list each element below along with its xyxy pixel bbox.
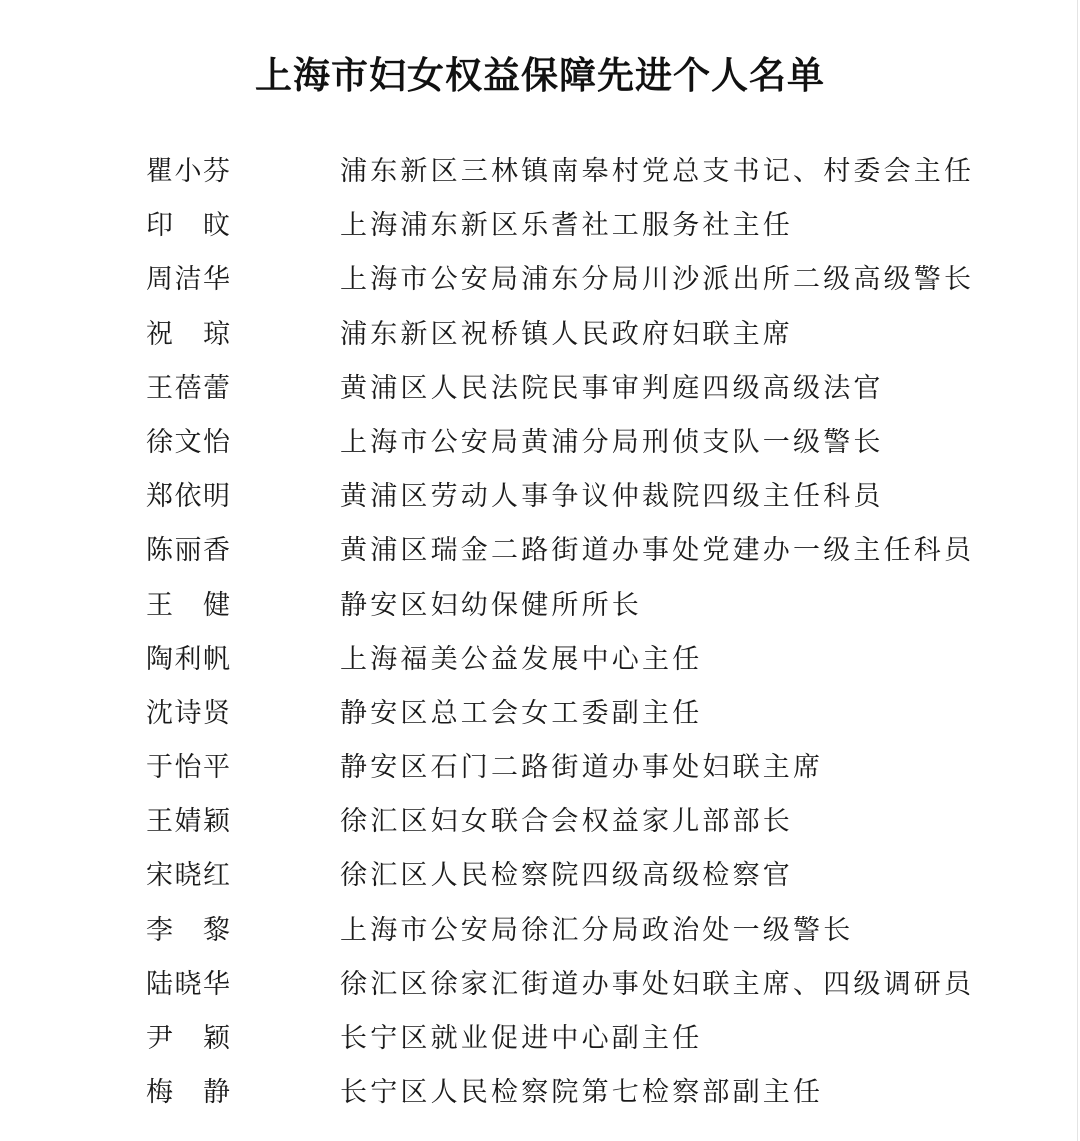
honoree-name: 王 健 [146, 589, 230, 621]
honoree-position: 上海市公安局浦东分局川沙派出所二级高级警长 [340, 264, 975, 296]
list-item [0, 253, 1080, 307]
list-item [0, 958, 1080, 1012]
list-item [0, 199, 1080, 253]
list-item [0, 524, 1080, 578]
honoree-position: 浦东新区三林镇南皋村党总支书记、村委会主任 [340, 156, 975, 187]
honoree-name: 陶利帆 [146, 643, 230, 675]
list-item [0, 308, 1080, 362]
list-item [0, 416, 1080, 470]
honoree-position: 上海福美公益发展中心主任 [340, 643, 703, 675]
honoree-name: 王婧颖 [146, 806, 230, 838]
honoree-position: 徐汇区徐家汇街道办事处妇联主席、四级调研员 [340, 968, 975, 1000]
honoree-position: 黄浦区人民法院民事审判庭四级高级法官 [340, 372, 884, 404]
list-item [0, 849, 1080, 903]
honoree-position: 浦东新区祝桥镇人民政府妇联主席 [340, 318, 793, 350]
list-item [0, 1066, 1080, 1120]
honoree-name: 周洁华 [146, 264, 230, 296]
honoree-name: 沈诗贤 [146, 697, 230, 729]
honoree-list [0, 145, 1080, 1120]
honoree-name: 王蓓蕾 [146, 372, 230, 404]
honoree-name: 郑依明 [146, 481, 230, 513]
honoree-name: 陆晓华 [146, 968, 230, 1000]
honoree-position: 静安区妇幼保健所所长 [340, 589, 642, 621]
list-item [0, 579, 1080, 633]
document-title: 上海市妇女权益保障先进个人名单 [255, 52, 825, 97]
honoree-name: 徐文怡 [146, 426, 230, 458]
list-item [0, 1012, 1080, 1066]
honoree-name: 陈丽香 [146, 535, 230, 567]
honoree-position: 徐汇区妇女联合会权益家儿部部长 [340, 806, 793, 838]
honoree-position: 静安区总工会女工委副主任 [340, 697, 703, 729]
honoree-name: 瞿小芬 [146, 156, 230, 187]
list-item [0, 362, 1080, 416]
list-item [0, 145, 1080, 199]
honoree-position: 长宁区就业促进中心副主任 [340, 1023, 703, 1054]
honoree-name: 于怡平 [146, 752, 230, 784]
honoree-name: 印 旼 [146, 210, 230, 242]
honoree-name: 李 黎 [146, 914, 230, 946]
list-item [0, 795, 1080, 849]
honoree-name: 梅 静 [146, 1077, 230, 1109]
honoree-position: 上海浦东新区乐耆社工服务社主任 [340, 210, 793, 242]
honoree-name: 祝 琼 [146, 318, 230, 350]
honoree-position: 长宁区人民检察院第七检察部副主任 [340, 1077, 824, 1109]
honoree-position: 上海市公安局徐汇分局政治处一级警长 [340, 914, 854, 946]
honoree-position: 上海市公安局黄浦分局刑侦支队一级警长 [340, 426, 884, 458]
honoree-position: 静安区石门二路街道办事处妇联主席 [340, 752, 824, 784]
honoree-position: 黄浦区瑞金二路街道办事处党建办一级主任科员 [340, 535, 975, 567]
honoree-name: 尹 颖 [146, 1023, 230, 1054]
list-item [0, 904, 1080, 958]
list-item [0, 633, 1080, 687]
honoree-position: 徐汇区人民检察院四级高级检察官 [340, 860, 793, 892]
list-item [0, 470, 1080, 524]
list-item [0, 741, 1080, 795]
list-item [0, 687, 1080, 741]
honoree-position: 黄浦区劳动人事争议仲裁院四级主任科员 [340, 481, 884, 513]
honoree-name: 宋晓红 [146, 860, 230, 892]
